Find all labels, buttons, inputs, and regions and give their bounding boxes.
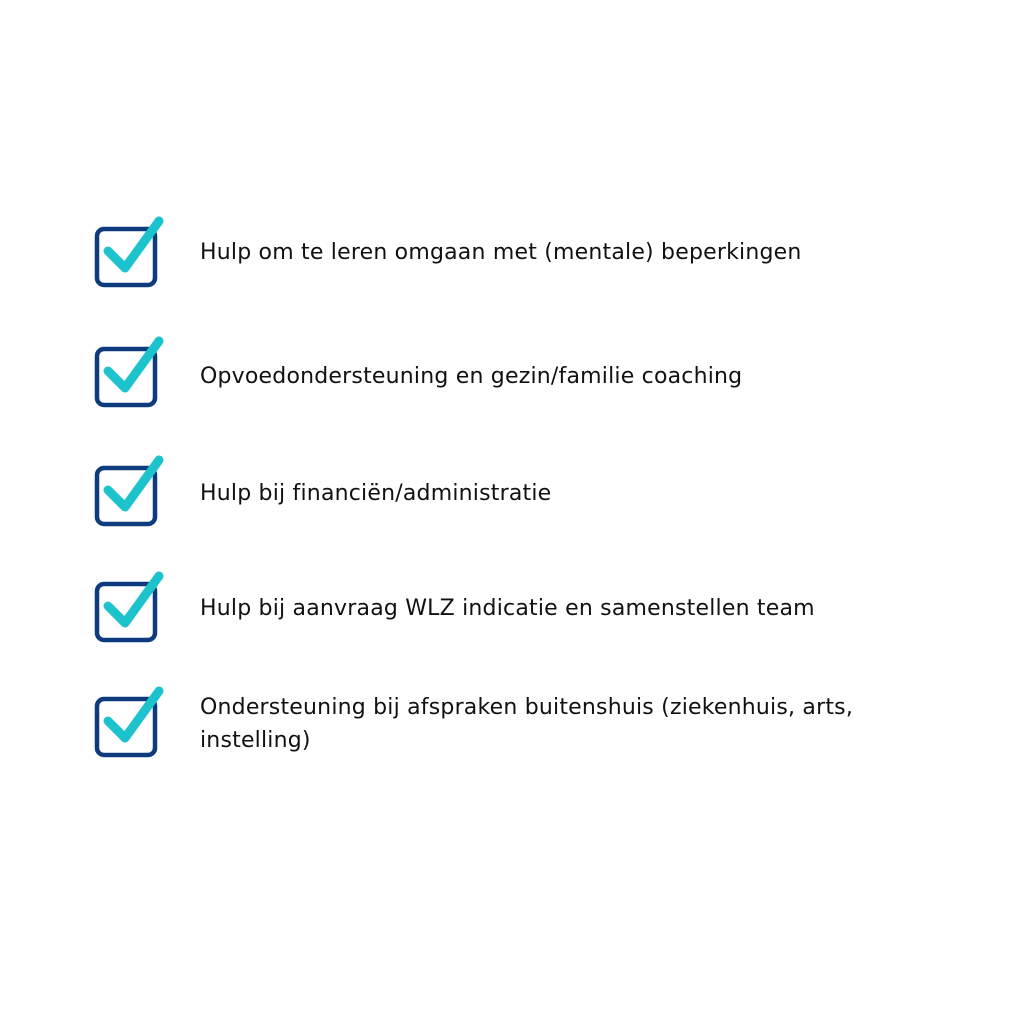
checklist-item-label: Hulp bij financiën/administratie bbox=[200, 481, 552, 506]
checklist-item-label: Opvoedondersteuning en gezin/familie coaching bbox=[200, 364, 743, 389]
checkbox-checked-icon bbox=[92, 336, 168, 412]
checkbox-checked-icon bbox=[92, 216, 168, 292]
checklist-item-label: Hulp om te leren omgaan met (mentale) beperkingen bbox=[200, 240, 802, 265]
checklist-item-label: Ondersteuning bij afspraken buitenshuis (ziekenhuis, arts, instelling) bbox=[200, 695, 854, 753]
checkbox-checked-icon bbox=[92, 686, 168, 762]
checkbox-checked-icon bbox=[92, 571, 168, 647]
checkbox-checked-icon bbox=[92, 455, 168, 531]
checklist-item-label: Hulp bij aanvraag WLZ indicatie en samenstellen team bbox=[200, 596, 815, 621]
